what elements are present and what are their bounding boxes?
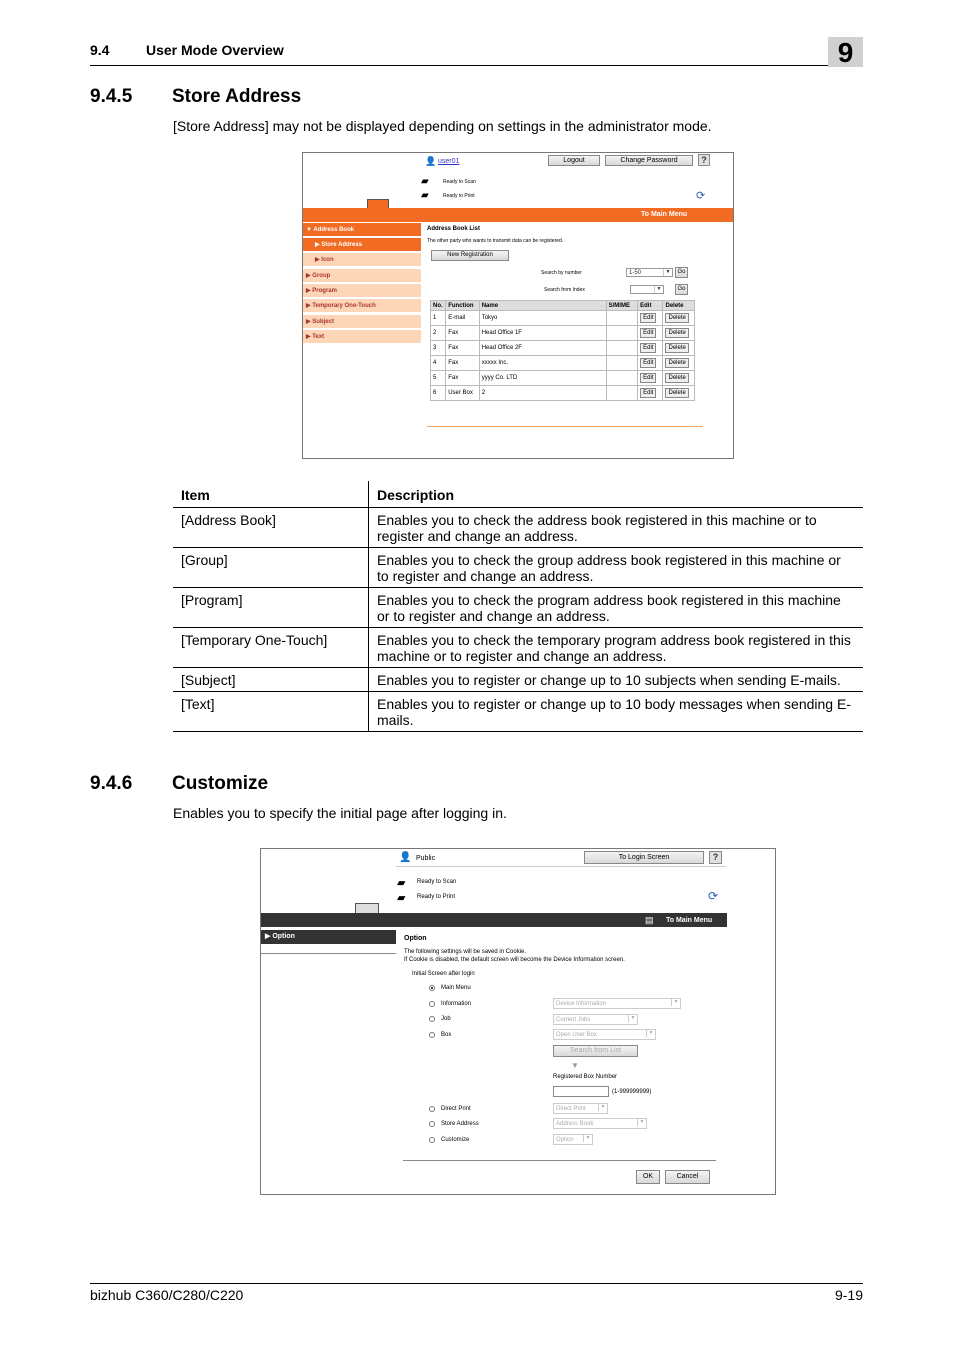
menu-label: Store Address (321, 242, 363, 248)
menu-label: Temporary One-Touch (312, 303, 376, 309)
cell-no: 6 (431, 386, 446, 401)
chevron-down-icon: ▼ (671, 999, 680, 1006)
table-row (431, 326, 695, 341)
table-row (173, 588, 863, 628)
chevron-down-icon: ▼ (637, 1119, 646, 1126)
cell-edit (638, 311, 663, 326)
option-label: Store Address (441, 1121, 479, 1127)
cell-delete (663, 311, 695, 326)
description-column-header: Description (369, 481, 864, 508)
table-row (173, 628, 863, 668)
table-header-row (431, 301, 695, 311)
item-cell: [Temporary One-Touch] (173, 628, 369, 668)
cell-name: 2 (479, 386, 606, 401)
cell-name: xxxxx Inc. (479, 356, 606, 371)
to-login-screen-button[interactable]: To Login Screen (584, 851, 704, 864)
footer-rule (90, 1283, 863, 1284)
table-row (431, 386, 695, 401)
option-description-2: If Cookie is disabled, the default screen will become the Device Information screen. (404, 957, 625, 963)
radio-store-address[interactable] (429, 1121, 435, 1127)
section-description: [Store Address] may not be displayed depending on settings in the administrator mode. (173, 118, 712, 134)
user-name-link[interactable]: user01 (438, 158, 460, 165)
cell-name: Head Office 1F (479, 326, 606, 341)
option-description-1: The following settings will be saved in Cookie. (404, 949, 527, 955)
refresh-icon[interactable]: ⟳ (708, 889, 719, 903)
ready-to-print-status: Ready to Print (417, 894, 456, 900)
column-header: Function (446, 301, 480, 311)
select-value: Address Book (556, 1121, 594, 1127)
item-description-table (173, 481, 863, 732)
menu-option[interactable]: ▶ Option (261, 930, 396, 944)
chevron-down-icon: ▼ (628, 1015, 637, 1022)
chevron-down-icon: ▼ (598, 1104, 607, 1111)
header-divider (396, 866, 726, 867)
item-cell: [Program] (173, 588, 369, 628)
option-title: Option (404, 935, 427, 942)
search-by-number-label: Search by number (541, 270, 582, 276)
customize-select[interactable] (553, 1134, 593, 1145)
section-number: 9.4.6 (90, 773, 133, 794)
table-row (431, 341, 695, 356)
menu-temporary-one-touch[interactable]: ▶ Temporary One-Touch (303, 299, 421, 313)
cell-smime (606, 386, 637, 401)
option-label: Information (441, 1001, 472, 1007)
menu-icon[interactable]: ▶ Icon (303, 253, 421, 267)
ready-to-scan-status: Ready to Scan (417, 879, 457, 885)
cell-delete (663, 356, 695, 371)
panel-description: The other party who wants to transmit data can be registered. (427, 238, 564, 244)
panel-title: Address Book List (427, 226, 481, 232)
cell-delete (663, 341, 695, 356)
registered-box-number-label: Registered Box Number (553, 1074, 618, 1080)
cell-edit (638, 371, 663, 386)
option-label: Box (441, 1032, 452, 1038)
cell-delete (663, 386, 695, 401)
form-divider (403, 1160, 716, 1161)
initial-screen-label: Initial Screen after login (412, 971, 475, 977)
edit-button[interactable]: Edit (640, 373, 656, 383)
edit-button[interactable]: Edit (640, 388, 656, 398)
header-section-title: User Mode Overview (146, 42, 284, 58)
table-row (431, 371, 695, 386)
select-value: Open User Box (556, 1032, 598, 1038)
edit-button[interactable]: Edit (640, 328, 656, 338)
cell-name: Tokyo (479, 311, 606, 326)
panel-divider (427, 426, 703, 427)
cell-smime (606, 371, 637, 386)
cell-delete (663, 326, 695, 341)
option-label: Main Menu (441, 985, 471, 991)
menu-store-address[interactable]: ▶ Store Address (303, 238, 421, 252)
go-index-button[interactable]: Go (675, 284, 688, 295)
number-range-value: 1-50 (629, 270, 642, 276)
cell-function: Fax (446, 371, 480, 386)
menu-subject[interactable]: ▶ Subject (303, 315, 421, 329)
chevron-down-icon: ▼ (654, 286, 663, 293)
delete-button[interactable]: Delete (665, 313, 688, 323)
menu-label: Program (312, 288, 337, 294)
item-column-header: Item (173, 481, 369, 508)
delete-button[interactable]: Delete (665, 373, 688, 383)
item-cell: [Subject] (173, 668, 369, 692)
customize-screenshot (260, 848, 776, 1195)
item-cell: [Group] (173, 548, 369, 588)
cell-name: Head Office 2F (479, 341, 606, 356)
radio-box[interactable] (429, 1032, 435, 1038)
select-value: Current Jobs (556, 1017, 591, 1023)
table-row (173, 692, 863, 732)
go-number-button[interactable]: Go (675, 267, 688, 278)
cell-smime (606, 311, 637, 326)
column-header: S/MIME (606, 301, 637, 311)
item-cell: [Text] (173, 692, 369, 732)
help-icon[interactable]: ? (698, 154, 710, 166)
delete-button[interactable]: Delete (665, 358, 688, 368)
edit-button[interactable]: Edit (640, 343, 656, 353)
to-main-menu-link[interactable]: To Main Menu (666, 917, 713, 924)
cell-smime (606, 326, 637, 341)
cell-delete (663, 371, 695, 386)
box-select[interactable] (553, 1029, 656, 1040)
radio-main-menu[interactable] (429, 985, 435, 991)
column-header: Delete (663, 301, 695, 311)
cell-function: E-mail (446, 311, 480, 326)
printer-icon: ▰ (421, 190, 429, 201)
menu-address-book[interactable]: ▼ Address Book (303, 223, 421, 237)
menu-divider (261, 953, 396, 954)
section-title: Store Address (172, 86, 302, 107)
cell-no: 1 (431, 311, 446, 326)
column-header: No. (431, 301, 446, 311)
user-icon: 👤 (425, 156, 437, 166)
cell-smime (606, 356, 637, 371)
option-label: Job (441, 1016, 451, 1022)
cell-name: yyyy Co. LTD (479, 371, 606, 386)
section-title: Customize (172, 773, 269, 794)
description-cell: Enables you to check the group address book registered in this machine or to register and change an address. (369, 548, 864, 588)
cell-edit (638, 386, 663, 401)
search-from-list-button[interactable]: Search from List (553, 1045, 638, 1057)
cell-smime (606, 341, 637, 356)
table-row (173, 548, 863, 588)
store-address-screenshot (302, 152, 734, 459)
cell-no: 2 (431, 326, 446, 341)
delete-button[interactable]: Delete (665, 328, 688, 338)
delete-button[interactable]: Delete (665, 343, 688, 353)
refresh-icon[interactable]: ⟳ (696, 190, 706, 202)
menu-label: Text (312, 334, 325, 340)
table-row (431, 356, 695, 371)
menu-icon: ▤ (645, 915, 654, 925)
cell-function: User Box (446, 386, 480, 401)
table-row (431, 311, 695, 326)
menu-label: Group (312, 273, 331, 279)
section-number: 9.4.5 (90, 86, 133, 107)
menu-program[interactable]: ▶ Program (303, 284, 421, 298)
box-number-range: (1-999999999) (612, 1089, 652, 1095)
select-value: Direct Print (556, 1106, 586, 1112)
header-section-number: 9.4 (90, 42, 110, 58)
description-cell: Enables you to check the address book registered in this machine or to register and change an address. (369, 508, 864, 548)
ready-to-scan-status: Ready to Scan (443, 179, 476, 185)
chevron-down-icon: ▼ (583, 1135, 592, 1142)
new-registration-button[interactable]: New Registration (431, 250, 509, 261)
cell-no: 3 (431, 341, 446, 356)
menu-group[interactable]: ▶ Group (303, 269, 421, 283)
scanner-icon: ▰ (397, 877, 406, 889)
radio-direct-print[interactable] (429, 1106, 435, 1112)
help-icon[interactable]: ? (709, 851, 722, 864)
user-icon: 👤 (399, 852, 412, 863)
table-row (173, 668, 863, 692)
address-book-table (430, 300, 695, 401)
option-label: Direct Print (441, 1106, 471, 1112)
logout-button[interactable]: Logout (548, 155, 600, 166)
description-cell: Enables you to register or change up to 10 body messages when sending E-mails. (369, 692, 864, 732)
description-cell: Enables you to register or change up to 10 subjects when sending E-mails. (369, 668, 864, 692)
cell-edit (638, 341, 663, 356)
information-select[interactable] (553, 998, 681, 1009)
job-select[interactable] (553, 1014, 638, 1025)
select-value: Device Information (556, 1001, 607, 1007)
header-rule (90, 65, 863, 66)
edit-button[interactable]: Edit (640, 358, 656, 368)
cell-function: Fax (446, 326, 480, 341)
cell-edit (638, 356, 663, 371)
radio-customize[interactable] (429, 1137, 435, 1143)
table-row (173, 508, 863, 548)
footer-page-number: 9-19 (834, 1287, 863, 1303)
direct-print-select[interactable] (553, 1103, 608, 1114)
cell-edit (638, 326, 663, 341)
edit-button[interactable]: Edit (640, 313, 656, 323)
index-select[interactable] (630, 285, 664, 294)
option-label: Customize (441, 1137, 470, 1143)
main-menu-bar (261, 913, 727, 927)
description-cell: Enables you to check the temporary program address book registered in this machine or to register and change an address. (369, 628, 864, 668)
menu-label: Icon (321, 257, 334, 263)
cell-no: 4 (431, 356, 446, 371)
cancel-button[interactable]: Cancel (665, 1170, 710, 1184)
cell-no: 5 (431, 371, 446, 386)
number-range-select[interactable] (626, 268, 673, 277)
store-address-select[interactable] (553, 1118, 647, 1129)
printer-icon: ▰ (397, 892, 406, 904)
radio-job[interactable] (429, 1016, 435, 1022)
chapter-number: 9 (828, 37, 863, 67)
footer-model: bizhub C360/C280/C220 (90, 1287, 244, 1303)
user-name: Public (416, 855, 436, 862)
to-main-menu-link[interactable]: To Main Menu (641, 211, 688, 218)
arrow-down-icon: ▼ (571, 1061, 579, 1070)
column-header: Edit (638, 301, 663, 311)
delete-button[interactable]: Delete (665, 388, 688, 398)
search-from-index-label: Search from Index (544, 287, 585, 293)
ready-to-print-status: Ready to Print (443, 193, 475, 199)
table-header-row (173, 481, 863, 508)
scanner-icon: ▰ (421, 176, 429, 187)
select-value: Option (556, 1137, 574, 1143)
cell-function: Fax (446, 356, 480, 371)
radio-information[interactable] (429, 1001, 435, 1007)
box-number-input[interactable] (553, 1086, 609, 1097)
menu-text[interactable]: ▶ Text (303, 330, 421, 344)
section-description: Enables you to specify the initial page after logging in. (173, 805, 507, 821)
menu-label: Subject (312, 319, 334, 325)
menu-label: Address Book (313, 227, 355, 233)
item-cell: [Address Book] (173, 508, 369, 548)
menu-label: Option (272, 933, 295, 940)
chevron-down-icon: ▼ (663, 269, 672, 276)
change-password-button[interactable]: Change Password (605, 155, 693, 166)
chevron-down-icon: ▼ (646, 1030, 655, 1037)
column-header: Name (479, 301, 606, 311)
cell-function: Fax (446, 341, 480, 356)
ok-button[interactable]: OK (636, 1170, 660, 1184)
description-cell: Enables you to check the program address book registered in this machine or to register and change an address. (369, 588, 864, 628)
